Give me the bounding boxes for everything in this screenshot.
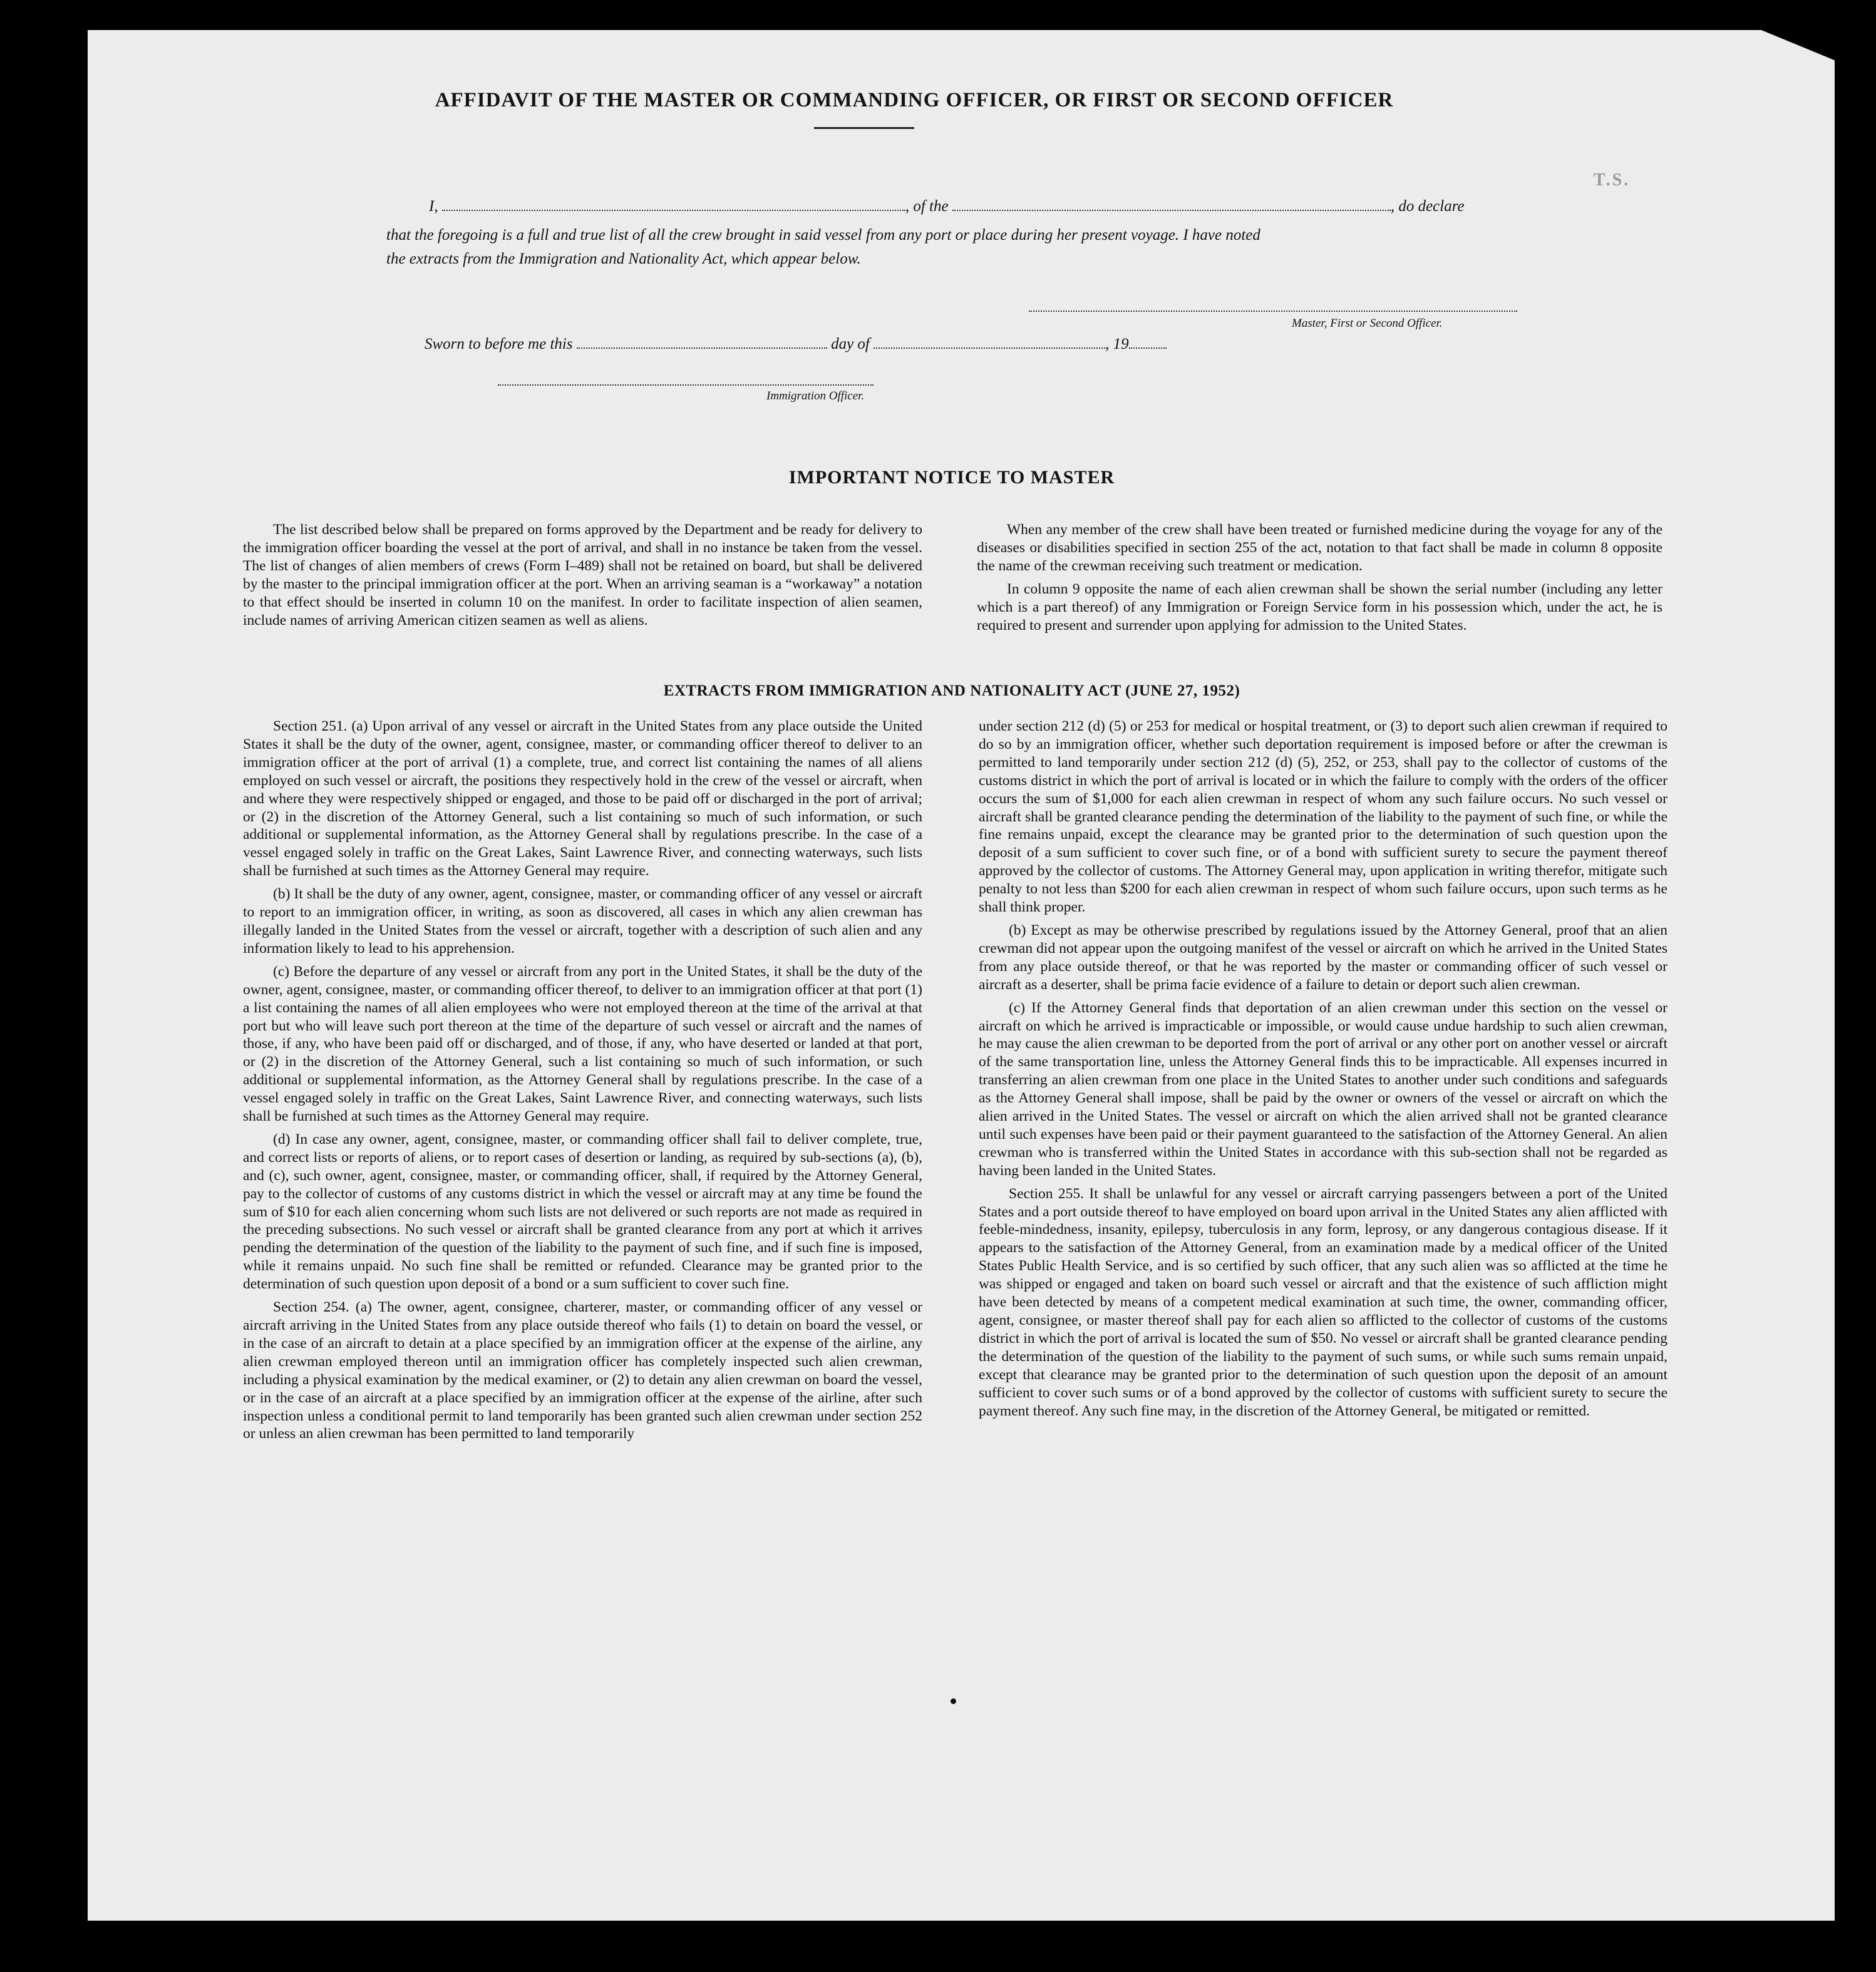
sworn-year-field[interactable] (1129, 347, 1167, 349)
master-signature-label: Master, First or Second Officer. (1292, 317, 1443, 330)
immigration-officer-signature-line[interactable] (498, 384, 874, 386)
extracts-left-column (243, 717, 922, 1448)
do-declare-label: , do declare (1390, 198, 1465, 215)
sworn-day-field[interactable] (577, 347, 827, 349)
extracts-right-column (979, 717, 1667, 1425)
notice-right-column (977, 521, 1662, 639)
act-paragraph: Section 251. (a) Upon arrival of any vessel or aircraft in the United States from any place outside the United States it shall be the duty of the owner, agent, consignee, master, or commanding officer thereof to deliver to an immigration officer at the port of arrival (1) a complete, true, and correct list containing the names of all aliens employed on such vessel or aircraft, the positions they respectively hold in the crew of the vessel or aircraft, when and where they were respectively shipped or engaged, and those to be paid off or discharged in the port of arrival; or (2) in the discretion of the Attorney General, such a list containing so much of such information, or such additional or supplemental information, as the Attorney General shall by regulations prescribe. In the case of a vessel engaged solely in traffic on the Great Lakes, Saint Lawrence River, and connecting waterways, such lists shall be furnished at such times as the Attorney General may require. (243, 718, 922, 880)
declaration-text-line-3: the extracts from the Immigration and Nationality Act, which appear below. (386, 250, 861, 267)
act-paragraph: Section 254. (a) The owner, agent, consignee, charterer, master, or commanding officer of any vessel or aircraft arriving in the United States from any place outside thereof who fails (1) to detain on board the vessel, or in the case of an aircraft to detain at a place specified by an immigration officer at the expense of the airline, any alien crewman employed thereon until an immigration officer has completely inspected such alien crewman, including a physical examination by the medical examiner, or (2) to detain any alien crewman on board the vessel, or in the case of an aircraft at a place specified by an immigration officer at the expense of the airline, after such inspection unless a conditional permit to land temporarily has been granted such alien crewman under section 252 or unless an alien crewman has been permitted to land temporarily (243, 1299, 922, 1442)
act-paragraph: (b) Except as may be otherwise prescribed by regulations issued by the Attorney General, proof that an alien crewman did not appear upon the outgoing manifest of the vessel or aircraft on which he arrived in the United States from any place outside thereof, or that he was reported by the master or commanding officer of such vessel or aircraft as a deserter, shall be prima facie evidence of a failure to detain or deport such alien crewman. (979, 922, 1667, 993)
notice-left-paragraph: The list described below shall be prepared on forms approved by the Department and be ready for delivery to the immigration officer boarding the vessel at the port of arrival, and shall in no instance be taken from the vessel. The list of changes of alien members of crews (Form I–489) shall not be retained on board, but shall be delivered by the master to the principal immigration officer at the port. When an arriving seaman is a “workaway” a notation to that effect should be inserted in column 10 on the manifest. In order to facilitate inspection of alien seamen, include names of arriving American citizen seamen as well as aliens. (243, 521, 922, 629)
day-of-label: day of (831, 336, 870, 352)
act-paragraph: under section 212 (d) (5) or 253 for medical or hospital treatment, or (3) to deport such alien crewman if required to do so by an immigration officer, whether such deportation requirement is imposed before or after the crewman is permitted to land temporarily under section 212 (d) (5), 252, or 253, shall pay to the collector of customs of the customs district in which the port of arrival is located or in which the failure to comply with the orders of the officer occurs the sum of $1,000 for each alien crewman in respect of whom any such failure occurs. No such vessel or aircraft shall be granted clearance pending the determination of the liability to the payment of such fine, or while the fine remains unpaid, except the clearance may be granted prior to the determination of such question upon the deposit of a sum sufficient to cover such fine, or of a bond with sufficient surety to secure the payment thereof approved by the collector of customs. The Attorney General may, upon application in writing therefor, mitigate such penalty to not less than $200 for each alien crewman in respect of whom such failure occurs, upon such terms as he shall think proper. (979, 718, 1667, 916)
page-bullet (951, 1698, 956, 1704)
notice-right-paragraph: When any member of the crew shall have been treated or furnished medicine during the voyage for any of the diseases or disabilities specified in section 255 of the act, notation to that fact shall be made in column 8 opposite the name of the crewman receiving such treatment or medication. (977, 521, 1662, 574)
affidavit-title: AFFIDAVIT OF THE MASTER OR COMMANDING OFFICER, OR FIRST OR SECOND OFFICER (435, 89, 1394, 111)
year-label: , 19 (1105, 336, 1129, 352)
corner-mark: T.S. (1594, 170, 1631, 190)
sworn-month-field[interactable] (874, 347, 1105, 349)
declaration-line (429, 198, 1465, 215)
act-paragraph: (d) In case any owner, agent, consignee, master, or commanding officer shall fail to deliver complete, true, and correct lists or reports of aliens, or to report cases of desertion or landing, as required by sub-sections (a), (b), and (c), such owner, agent, consignee, master, or commanding officer, shall, if required by the Attorney General, pay to the collector of customs of any customs district in which the vessel or aircraft may at any time be found the sum of $10 for each alien concerning whom such lists are not delivered or such reports are not made as required in the preceding subsections. No such vessel or aircraft shall be granted clearance from any port at which it arrives pending the determination of the question of the liability to the payment of such fine, and if such fine is imposed, while it remains unpaid. No such fine shall be remitted or refunded. Clearance may be granted prior to the determination of such question upon deposit of a bond or a sum sufficient to cover such fine. (243, 1131, 922, 1293)
title-rule (814, 127, 914, 129)
immigration-officer-label: Immigration Officer. (766, 389, 865, 403)
declaration-text-line-2: that the foregoing is a full and true list of all the crew brought in said vessel from any port or place during her present voyage. I have noted (386, 227, 1260, 244)
notice-right-paragraph: In column 9 opposite the name of each alien crewman shall be shown the serial number (including any letter which is a part thereof) of any Immigration or Foreign Service form in his possession which, under the act, he is required to present and surrender upon applying for admission to the United States. (977, 580, 1662, 634)
act-paragraph: (b) It shall be the duty of any owner, agent, consignee, master, or commanding officer of any vessel or aircraft to report to an immigration officer, in writing, as soon as discovered, all cases in which any alien crewman has illegally landed in the United States from the vessel or aircraft, together with a description of such alien and any information likely to lead to his apprehension. (243, 886, 922, 957)
declarant-label: I, (429, 198, 438, 215)
vessel-name-field[interactable] (952, 209, 1391, 211)
extracts-title: EXTRACTS FROM IMMIGRATION AND NATIONALITY ACT (JUNE 27, 1952) (663, 682, 1240, 699)
act-paragraph: (c) If the Attorney General finds that deportation of an alien crewman under this section on the vessel or aircraft on which he arrived is impracticable or impossible, or would cause undue hardship to such alien crewman, he may cause the alien crewman to be deported from the port of arrival or any other port on another vessel or aircraft of the same transportation line, unless the Attorney General finds this to be impracticable. All expenses incurred in transferring an alien crewman from one place in the United States to another under such conditions and safeguards as the Attorney General shall impose, shall be paid by the owner or owners of the vessel or aircraft on which the alien arrived in the United States. The vessel or aircraft on which the alien arrived shall not be granted clearance until such expenses have been paid or their payment guaranteed to the satisfaction of the Attorney General. An alien crewman who is transferred within the United States in accordance with this sub-section shall not be regarded as having been landed in the United States. (979, 999, 1667, 1179)
act-paragraph: Section 255. It shall be unlawful for any vessel or aircraft carrying passengers between a port of the United States and a port outside thereof to have employed on board upon arrival in the United States any alien afflicted with feeble-mindedness, insanity, epilepsy, tuberculosis in any form, leprosy, or any dangerous contagious disease. If it appears to the satisfaction of the Attorney General, from an examination made by a medical officer of the United States Public Health Service, and is so certified by such officer, that any such alien was so afflicted at the time he was shipped or engaged and taken on board such vessel or aircraft and that the existence of such affliction might have been detected by means of a competent medical examination at such time, the owner, commanding officer, agent, consignee, or master thereof shall pay for each alien so afflicted to the collector of customs of the customs district in which the port of arrival is located the sum of $50. No vessel or aircraft shall be granted clearance pending the determination of the question of the liability to the payment of such sums, or while such sums remain unpaid, except that clearance may be granted prior to the determination of such question upon the deposit of an amount sufficient to cover such sums or of a bond approved by the collector of customs with sufficient surety to secure the payment thereof. Any such fine may, in the discretion of the Attorney General, be mitigated or remitted. (979, 1185, 1667, 1419)
sworn-label: Sworn to before me this (425, 336, 573, 352)
notice-left-column (243, 521, 922, 634)
sworn-line (425, 336, 1167, 353)
of-the-label: , of the (905, 198, 949, 215)
notice-title: IMPORTANT NOTICE TO MASTER (788, 467, 1115, 488)
declarant-name-field[interactable] (442, 209, 905, 211)
act-paragraph: (c) Before the departure of any vessel or aircraft from any port in the United States, it shall be the duty of the owner, agent, consignee, master, or commanding officer thereof, to deliver to an immigration officer at that port (1) a list containing the names of all alien employees who were not employed thereon at the time of the arrival at that port but who will leave such port thereon at the time of the departure of such vessel or aircraft and the names of those, if any, who have been paid off or discharged, and of those, if any, who have deserted or landed at that port, or (2) in the discretion of the Attorney General, such a list containing so much of such information, or such additional or supplemental information, as the Attorney General shall by regulations prescribe. In the case of a vessel engaged solely in traffic on the Great Lakes, Saint Lawrence River, and connecting waterways, such lists shall be furnished at such times as the Attorney General may require. (243, 963, 922, 1125)
master-signature-line[interactable] (1029, 311, 1517, 312)
